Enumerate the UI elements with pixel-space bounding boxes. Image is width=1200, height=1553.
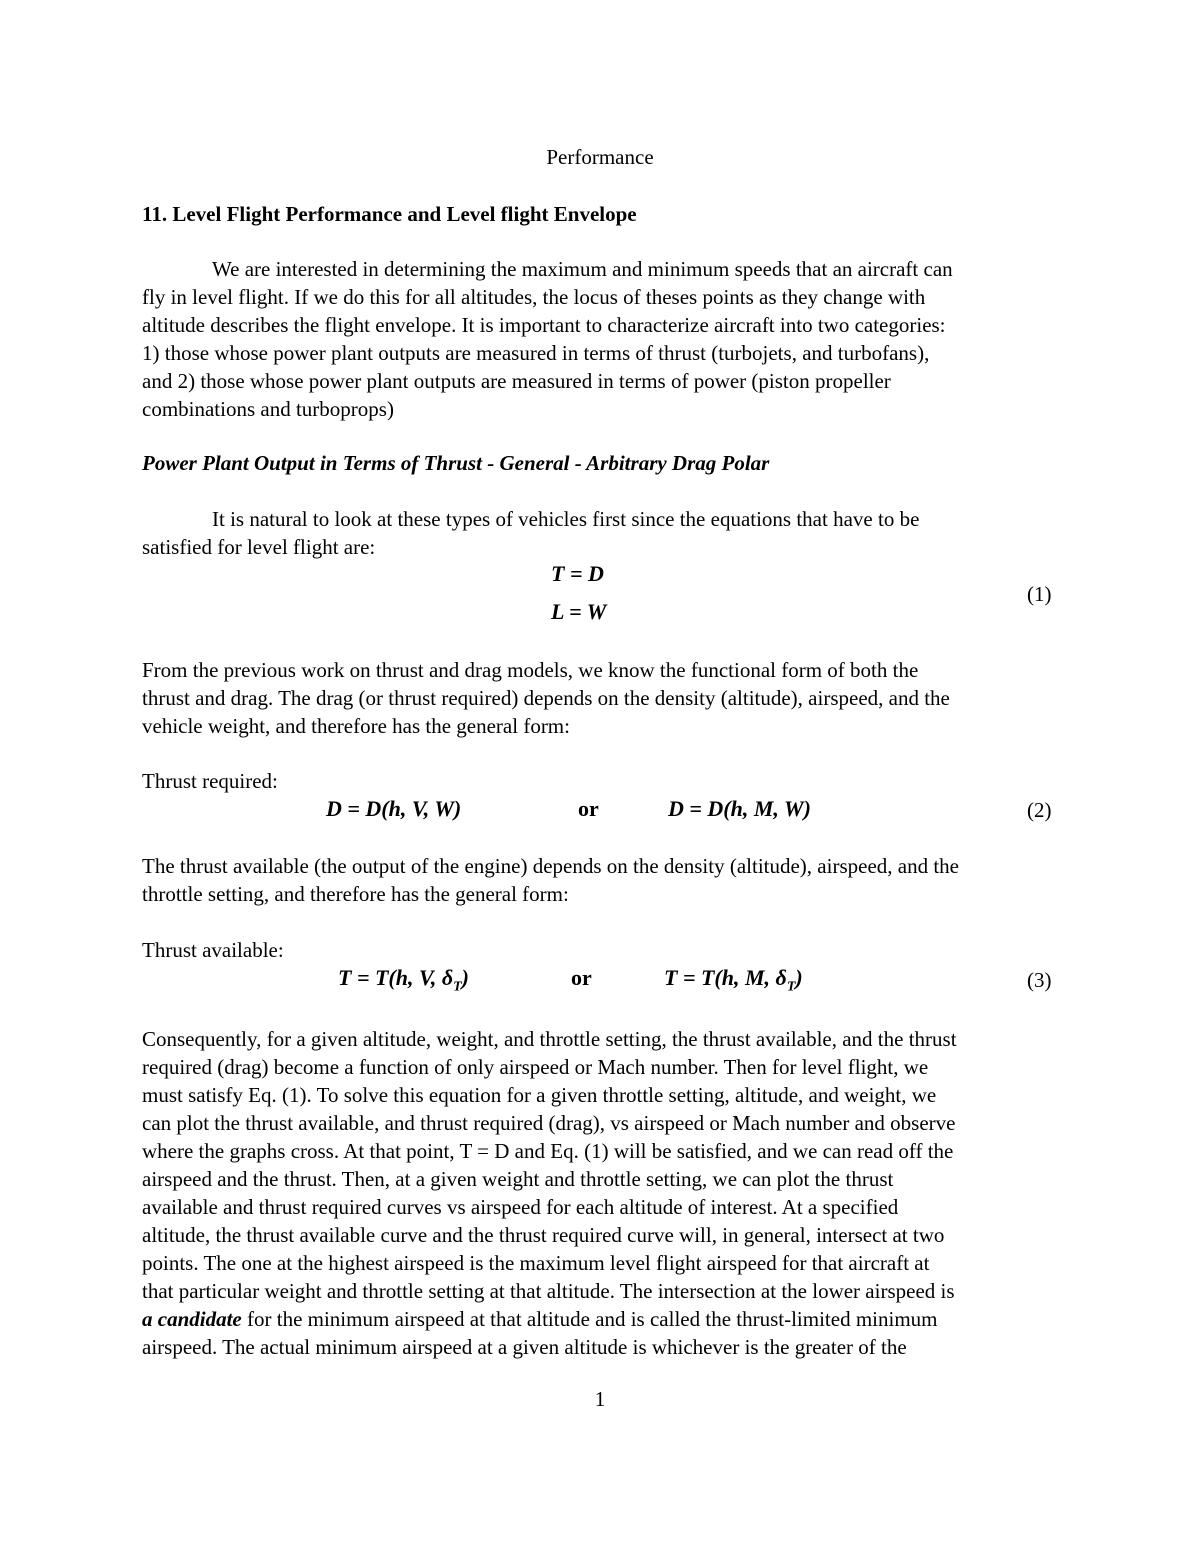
paragraph-line: vehicle weight, and therefore has the general form:: [142, 714, 570, 738]
equation-left: T = T(h, V, $\delta_T$): [338, 965, 469, 995]
emphasized-text: a candidate: [142, 1307, 242, 1331]
paragraph-line: throttle setting, and therefore has the general form:: [142, 882, 569, 906]
equation-or: or: [571, 965, 592, 990]
paragraph-line: We are interested in determining the maximum and minimum speeds that an aircraft can: [212, 257, 953, 281]
equation-right: T = T(h, M, $\delta_T$): [664, 965, 803, 995]
paragraph-line: must satisfy Eq. (1). To solve this equation for a given throttle setting, altitude, and weight, we: [142, 1083, 937, 1107]
section-heading: 11. Level Flight Performance and Level flight Envelope: [142, 202, 637, 226]
subsection-heading: Power Plant Output in Terms of Thrust - General - Arbitrary Drag Polar: [142, 451, 770, 475]
paragraph-line: required (drag) become a function of only airspeed or Mach number. Then for level flight, we: [142, 1055, 929, 1079]
equation-label: Thrust required:: [142, 769, 278, 793]
paragraph-line: fly in level flight. If we do this for all altitudes, the locus of theses points as they change with: [142, 285, 926, 309]
paragraph-line: The thrust available (the output of the engine) depends on the density (altitude), airspeed, and the: [142, 854, 959, 878]
equation-number: (2): [1027, 798, 1052, 822]
paragraph-line: combinations and turboprops): [142, 397, 394, 421]
paragraph-line: airspeed. The actual minimum airspeed at a given altitude is whichever is the greater of the: [142, 1335, 907, 1359]
paragraph-line: satisfied for level flight are:: [142, 535, 376, 559]
paragraph-line: available and thrust required curves vs airspeed for each altitude of interest. At a specified: [142, 1195, 899, 1219]
equation-number: (3): [1027, 968, 1052, 992]
paragraph-line: altitude, the thrust available curve and the thrust required curve will, in general, intersect at two: [142, 1223, 945, 1247]
equation-or: or: [578, 796, 599, 821]
paragraph-line: It is natural to look at these types of vehicles first since the equations that have to be: [212, 507, 920, 531]
paragraph-line: altitude describes the flight envelope. It is important to characterize aircraft into two categories:: [142, 313, 946, 337]
equation-right: D = D(h, M, W): [668, 796, 811, 821]
paragraph-line: a candidate for the minimum airspeed at that altitude and is called the thrust-limited minimum: [142, 1307, 938, 1331]
paragraph-line: and 2) those whose power plant outputs are measured in terms of power (piston propeller: [142, 369, 891, 393]
paragraph-line: that particular weight and throttle setting at that altitude. The intersection at the lower airspeed is: [142, 1279, 955, 1303]
equation-line: L = W: [551, 599, 607, 624]
equation-number: (1): [1027, 582, 1052, 606]
paragraph-line: thrust and drag. The drag (or thrust required) depends on the density (altitude), airspeed, and the: [142, 686, 950, 710]
paragraph-line: From the previous work on thrust and drag models, we know the functional form of both the: [142, 658, 919, 682]
equation-left: D = D(h, V, W): [326, 796, 462, 821]
running-header: Performance: [546, 145, 654, 169]
paragraph-line: points. The one at the highest airspeed is the maximum level flight airspeed for that aircraft at: [142, 1251, 930, 1275]
paragraph-line: airspeed and the thrust. Then, at a given weight and throttle setting, we can plot the thrust: [142, 1167, 894, 1191]
paragraph-line: Consequently, for a given altitude, weight, and throttle setting, the thrust available, and the thrust: [142, 1027, 957, 1051]
paragraph-line: 1) those whose power plant outputs are measured in terms of thrust (turbojets, and turbofans),: [142, 341, 930, 365]
equation-label: Thrust available:: [142, 938, 284, 962]
paragraph-line: can plot the thrust available, and thrust required (drag), vs airspeed or Mach number and observe: [142, 1111, 956, 1135]
paragraph-line: where the graphs cross. At that point, T = D and Eq. (1) will be satisfied, and we can read off the: [142, 1139, 954, 1163]
equation-line: T = D: [551, 561, 604, 586]
page-number: 1: [594, 1387, 606, 1411]
